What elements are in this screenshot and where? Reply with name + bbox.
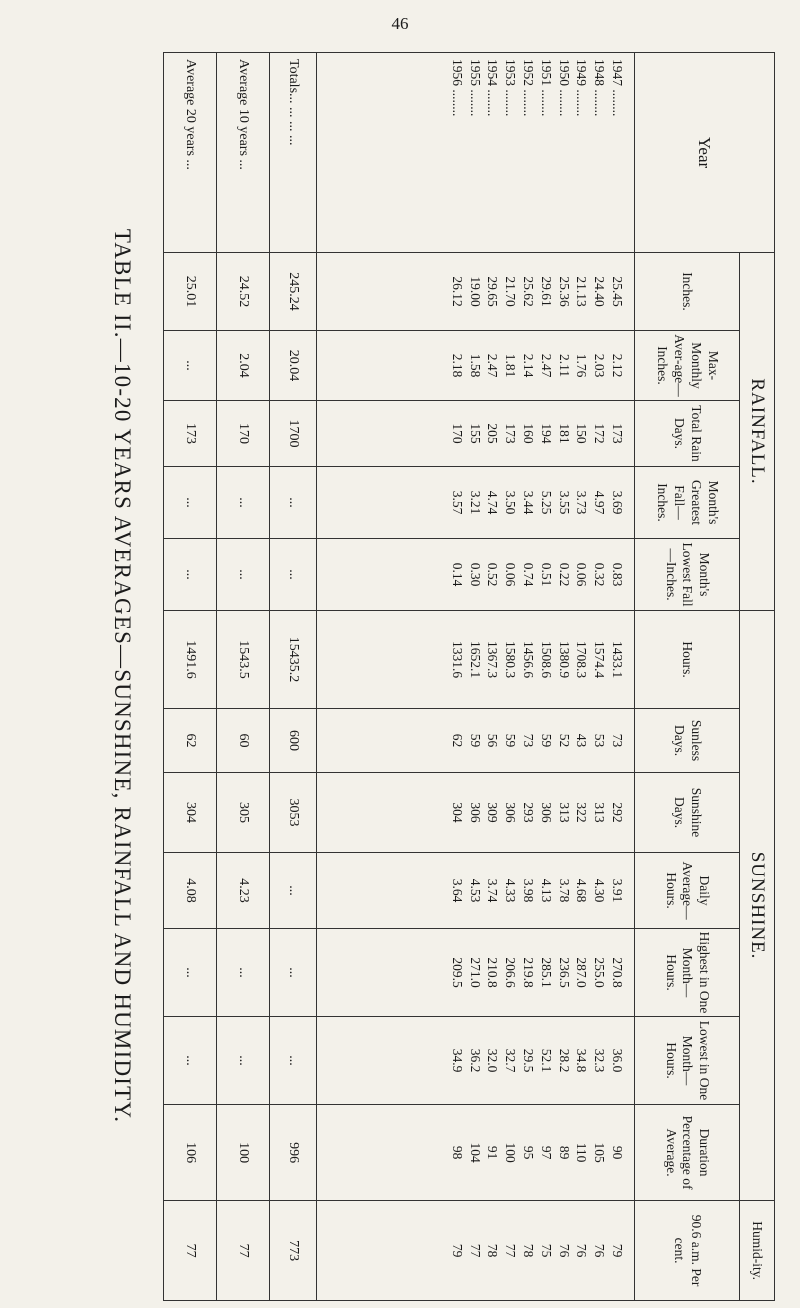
duration-value: 105 [592,1142,608,1163]
totals-inches-cell: 245.24 [270,253,317,331]
lowest-fall-value: 0.06 [574,562,590,587]
duration-value: 110 [574,1142,590,1163]
year-value: 1949 ........ [574,59,590,117]
daily-average-value: 3.78 [556,878,572,903]
year-value: 1951 ........ [538,59,554,117]
avg20-max-average-cell: ... [164,331,217,401]
year-value: 1955 ........ [467,59,483,117]
hours-column-cell [317,611,635,709]
avg10-max-average-cell: 2.04 [217,331,270,401]
sunshine-days-value: 313 [592,802,608,823]
highest-month-value: 219.8 [521,957,537,988]
lowest-fall-value: 0.51 [538,562,554,587]
highest-month-value: 210.8 [485,957,501,988]
hours-value: 1708.3 [574,640,590,679]
sunless-days-value: 43 [574,733,590,748]
inches-column-cell [317,253,635,331]
lowest-fall-value: 0.83 [610,562,625,587]
rain-days-column-cell [317,401,635,467]
lowest-month-value: 28.2 [556,1048,572,1073]
rain-days-value: 170 [449,423,465,444]
hours-value: 1574.4 [592,640,608,679]
avg20-humidity-cell: 77 [164,1201,217,1301]
lowest-month-value: 32.3 [592,1048,608,1073]
hours-header: Hours. [635,611,740,709]
weather-table [163,52,775,1301]
greatest-fall-column-cell [317,467,635,539]
year-value: 1947 ........ [610,59,625,117]
inches-value: 25.45 [610,276,625,307]
daily-average-value: 3.64 [449,878,465,903]
daily-average-value: 4.13 [538,878,554,903]
sunless-days-value: 52 [556,733,572,748]
humidity-value: 76 [574,1243,590,1258]
rain-days-value: 173 [503,423,519,444]
avg20-lowest-month-cell: ... [164,1017,217,1105]
avg10-daily-average-cell: 4.23 [217,853,270,929]
lowest-month-value: 29.5 [521,1048,537,1073]
totals-sunless-days-cell: 600 [270,709,317,773]
greatest-fall-value: 3.57 [449,490,465,515]
hours-value: 1367.3 [485,640,501,679]
inches-value: 25.36 [556,276,572,307]
sunshine-days-value: 293 [521,802,537,823]
sunless-days-value: 59 [538,733,554,748]
totals-rain-days-cell: 1700 [270,401,317,467]
inches-value: 21.70 [503,276,519,307]
lowest-fall-value: 0.14 [449,562,465,587]
duration-value: 97 [538,1145,554,1160]
totals-max-average-cell: 20.04 [270,331,317,401]
max-average-value: 1.76 [574,353,590,378]
sunless-days-value: 56 [485,733,501,748]
year-value: 1953 ........ [503,59,519,117]
rain-days-value: 160 [521,423,537,444]
totals-humidity-cell: 773 [270,1201,317,1301]
greatest-fall-value: 5.25 [538,490,554,515]
inches-value: 24.40 [592,276,608,307]
totals-year-cell: Totals... ... ... ... [270,53,317,253]
sunshine-days-value: 304 [449,802,465,823]
max-average-header: Max-Monthly Aver-age—Inches. [635,331,740,401]
sunshine-days-value: 306 [467,802,483,823]
avg20-lowest-fall-cell: ... [164,539,217,611]
table-title: TABLE II.—10-20 YEARS AVERAGES—SUNSHINE, RAINFALL AND HUMIDITY. [110,228,135,1124]
totals-highest-month-cell: ... [270,929,317,1017]
greatest-fall-value: 3.21 [467,490,483,515]
rain-days-header: Total Rain Days. [635,401,740,467]
avg10-highest-month-cell: ... [217,929,270,1017]
daily-average-value: 3.74 [485,878,501,903]
avg20-duration-cell: 106 [164,1105,217,1201]
inches-value: 26.12 [449,276,465,307]
daily-average-header: Daily Average—Hours. [635,853,740,929]
lowest-fall-column-cell [317,539,635,611]
highest-month-value: 287.0 [574,957,590,988]
year-value: 1954 ........ [485,59,501,117]
daily-average-value: 4.53 [467,878,483,903]
inches-value: 29.65 [485,276,501,307]
avg10-sunshine-days-cell: 305 [217,773,270,853]
avg20-inches-cell: 25.01 [164,253,217,331]
year-header: Year [635,53,775,253]
sunshine-days-column-cell [317,773,635,853]
sunshine-days-header: Sunshine Days. [635,773,740,853]
humidity-value: 76 [556,1243,572,1258]
lowest-month-value: 52.1 [538,1048,554,1073]
hours-value: 1580.3 [503,640,519,679]
totals-lowest-fall-cell: ... [270,539,317,611]
lowest-fall-header: Month's Lowest Fall—Inches. [635,539,740,611]
inches-value: 25.62 [521,276,537,307]
totals-duration-cell: 996 [270,1105,317,1201]
sunless-days-value: 59 [503,733,519,748]
lowest-month-value: 36.2 [467,1048,483,1073]
avg10-inches-cell: 24.52 [217,253,270,331]
totals-hours-cell: 15435.2 [270,611,317,709]
lowest-fall-value: 0.32 [592,562,608,587]
totals-lowest-month-cell: ... [270,1017,317,1105]
totals-daily-average-cell: ... [270,853,317,929]
max-average-value: 2.11 [556,353,572,378]
hours-value: 1331.6 [449,640,465,679]
max-average-value: 2.47 [485,353,501,378]
greatest-fall-value: 4.74 [485,490,501,515]
year-column-cell [317,53,635,253]
rain-days-value: 155 [467,423,483,444]
totals-sunshine-days-cell: 3053 [270,773,317,853]
highest-month-value: 206.6 [503,957,519,988]
year-value: 1952 ........ [521,59,537,117]
avg10-year-cell: Average 10 years ... [217,53,270,253]
sunless-days-value: 73 [610,733,625,748]
avg20-year-cell: Average 20 years ... [164,53,217,253]
inches-header: Inches. [635,253,740,331]
sunless-days-value: 73 [521,733,537,748]
highest-month-header: Highest in One Month—Hours. [635,929,740,1017]
greatest-fall-value: 3.73 [574,490,590,515]
humidity-value: 77 [467,1243,483,1258]
duration-column-cell [317,1105,635,1201]
greatest-fall-value: 3.44 [521,490,537,515]
humidity-value: 78 [521,1243,537,1258]
hours-value: 1433.1 [610,640,625,679]
rain-days-value: 172 [592,423,608,444]
lowest-month-value: 34.9 [449,1048,465,1073]
avg20-greatest-fall-cell: ... [164,467,217,539]
avg10-humidity-cell: 77 [217,1201,270,1301]
humidity-value: 79 [449,1243,465,1258]
lowest-month-value: 34.8 [574,1048,590,1073]
daily-average-value: 4.33 [503,878,519,903]
avg20-highest-month-cell: ... [164,929,217,1017]
highest-month-value: 285.1 [538,957,554,988]
inches-value: 19.00 [467,276,483,307]
lowest-month-value: 32.7 [503,1048,519,1073]
humidity-group-header: Humid-ity. [740,1201,775,1301]
avg10-lowest-fall-cell: ... [217,539,270,611]
sunless-days-value: 53 [592,733,608,748]
lowest-fall-value: 0.22 [556,562,572,587]
highest-month-value: 209.5 [449,957,465,988]
greatest-fall-value: 3.55 [556,490,572,515]
max-average-value: 2.47 [538,353,554,378]
max-average-value: 2.14 [521,353,537,378]
lowest-fall-value: 0.06 [503,562,519,587]
duration-value: 95 [521,1145,537,1160]
sunshine-days-value: 322 [574,802,590,823]
rain-days-value: 150 [574,423,590,444]
highest-month-column-cell [317,929,635,1017]
highest-month-value: 270.8 [610,957,625,988]
lowest-month-value: 36.0 [610,1048,625,1073]
humidity-header: 90.6 a.m. Per cent. [635,1201,740,1301]
highest-month-value: 236.5 [556,957,572,988]
sunshine-days-value: 313 [556,802,572,823]
max-average-value: 1.81 [503,353,519,378]
hours-value: 1652.1 [467,640,483,679]
highest-month-value: 271.0 [467,957,483,988]
avg10-sunless-days-cell: 60 [217,709,270,773]
lowest-fall-value: 0.30 [467,562,483,587]
rain-days-value: 181 [556,423,572,444]
sunshine-days-value: 309 [485,802,501,823]
avg10-lowest-month-cell: ... [217,1017,270,1105]
avg10-greatest-fall-cell: ... [217,467,270,539]
inches-value: 21.13 [574,276,590,307]
avg10-duration-cell: 100 [217,1105,270,1201]
max-average-value: 2.18 [449,353,465,378]
avg20-sunless-days-cell: 62 [164,709,217,773]
sunshine-days-value: 292 [610,802,625,823]
humidity-value: 75 [538,1243,554,1258]
sunless-days-value: 59 [467,733,483,748]
max-average-column-cell [317,331,635,401]
humidity-value: 78 [485,1243,501,1258]
humidity-value: 76 [592,1243,608,1258]
sunshine-days-value: 306 [538,802,554,823]
rain-days-value: 194 [538,423,554,444]
data-table-wrap [163,52,775,1300]
avg10-rain-days-cell: 170 [217,401,270,467]
daily-average-value: 3.98 [521,878,537,903]
avg20-hours-cell: 1491.6 [164,611,217,709]
max-average-value: 2.12 [610,353,625,378]
year-value: 1950 ........ [556,59,572,117]
humidity-value: 79 [610,1243,625,1258]
rotated-table-stage [95,52,775,1300]
rain-days-value: 205 [485,423,501,444]
lowest-month-column-cell [317,1017,635,1105]
humidity-column-cell [317,1201,635,1301]
sunless-days-column-cell [317,709,635,773]
hours-value: 1380.9 [556,640,572,679]
inches-value: 29.61 [538,276,554,307]
daily-average-value: 4.30 [592,878,608,903]
hours-value: 1508.6 [538,640,554,679]
duration-value: 104 [467,1142,483,1163]
duration-value: 100 [503,1142,519,1163]
daily-average-column-cell [317,853,635,929]
year-value: 1956 ........ [449,59,465,117]
humidity-value: 77 [503,1243,519,1258]
rain-days-value: 173 [610,423,625,444]
duration-value: 91 [485,1145,501,1160]
page-number: 46 [391,14,409,33]
greatest-fall-value: 3.50 [503,490,519,515]
lowest-month-value: 32.0 [485,1048,501,1073]
avg20-daily-average-cell: 4.08 [164,853,217,929]
duration-value: 90 [610,1145,625,1160]
lowest-fall-value: 0.74 [521,562,537,587]
year-value: 1948 ........ [592,59,608,117]
max-average-value: 2.03 [592,353,608,378]
sunless-days-header: Sunless Days. [635,709,740,773]
greatest-fall-header: Month's Greatest Fall—Inches. [635,467,740,539]
greatest-fall-value: 3.69 [610,490,625,515]
daily-average-value: 3.91 [610,878,625,903]
daily-average-value: 4.68 [574,878,590,903]
rainfall-group-header: RAINFALL. [740,253,775,611]
avg20-sunshine-days-cell: 304 [164,773,217,853]
lowest-month-header: Lowest in One Month—Hours. [635,1017,740,1105]
max-average-value: 1.58 [467,353,483,378]
duration-header: Duration Percentage of Average. [635,1105,740,1201]
avg10-hours-cell: 1543.5 [217,611,270,709]
sunshine-group-header: SUNSHINE. [740,611,775,1201]
sunless-days-value: 62 [449,733,465,748]
avg20-rain-days-cell: 173 [164,401,217,467]
highest-month-value: 255.0 [592,957,608,988]
duration-value: 89 [556,1145,572,1160]
duration-value: 98 [449,1145,465,1160]
sunshine-days-value: 306 [503,802,519,823]
hours-value: 1456.6 [521,640,537,679]
lowest-fall-value: 0.52 [485,562,501,587]
greatest-fall-value: 4.97 [592,490,608,515]
totals-greatest-fall-cell: ... [270,467,317,539]
